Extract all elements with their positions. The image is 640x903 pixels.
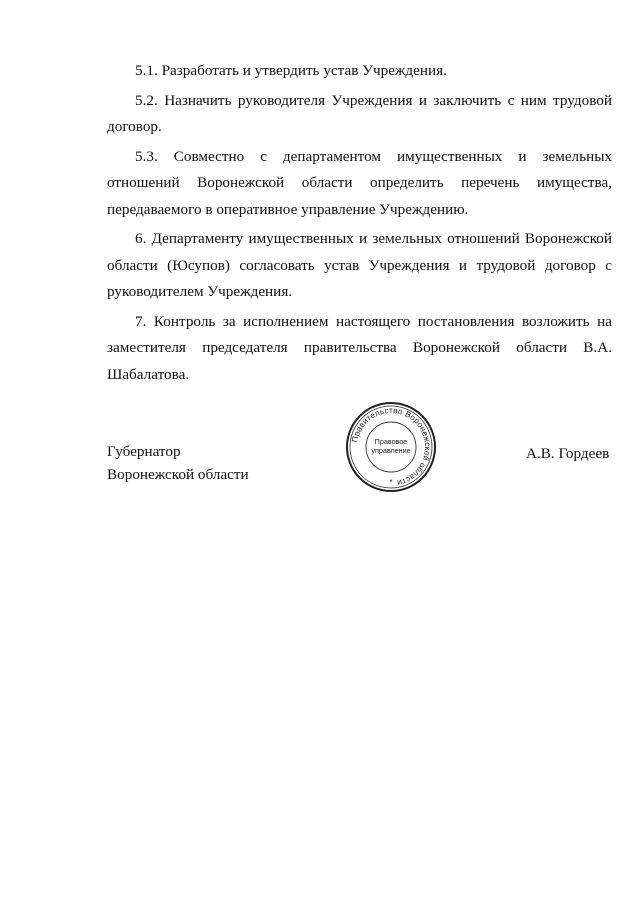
seal-inner-line2: управление [371,446,411,455]
signature-title [107,420,249,485]
signature-title-line1: Губернатор [107,443,181,460]
seal-inner-line1: Правовое [374,437,408,446]
signature-title-line2: Воронежской области [107,466,249,483]
paragraph-5-3: 5.3. Совместно с департаментом имущественных и земельных отношений Воронежской области определить перечень имущества, передаваемого в оперативное управление Учреждению. [107,147,612,218]
paragraph-5-2: 5.2. Назначить руководителя Учреждения и заключить с ним трудовой договор. [107,91,612,135]
paragraph-5-1: 5.1. Разработать и утвердить устав Учреждения. [135,62,447,79]
document-body [107,58,612,391]
signature-name: А.В. Гордеев [526,445,610,462]
seal-star: * [389,478,393,487]
paragraph-7: 7. Контроль за исполнением настоящего постановления возложить на заместителя председателя правительства Воронежской области В.А. Шабалатова. [107,312,612,383]
paragraph-6: 6. Департаменту имущественных и земельных отношений Воронежской области (Юсупов) согласовать устав Учреждения и трудовой договор с руководителем Учреждения. [107,230,612,300]
official-seal [345,401,437,493]
seal-outer-text: Правительство Воронежской области [350,405,433,488]
